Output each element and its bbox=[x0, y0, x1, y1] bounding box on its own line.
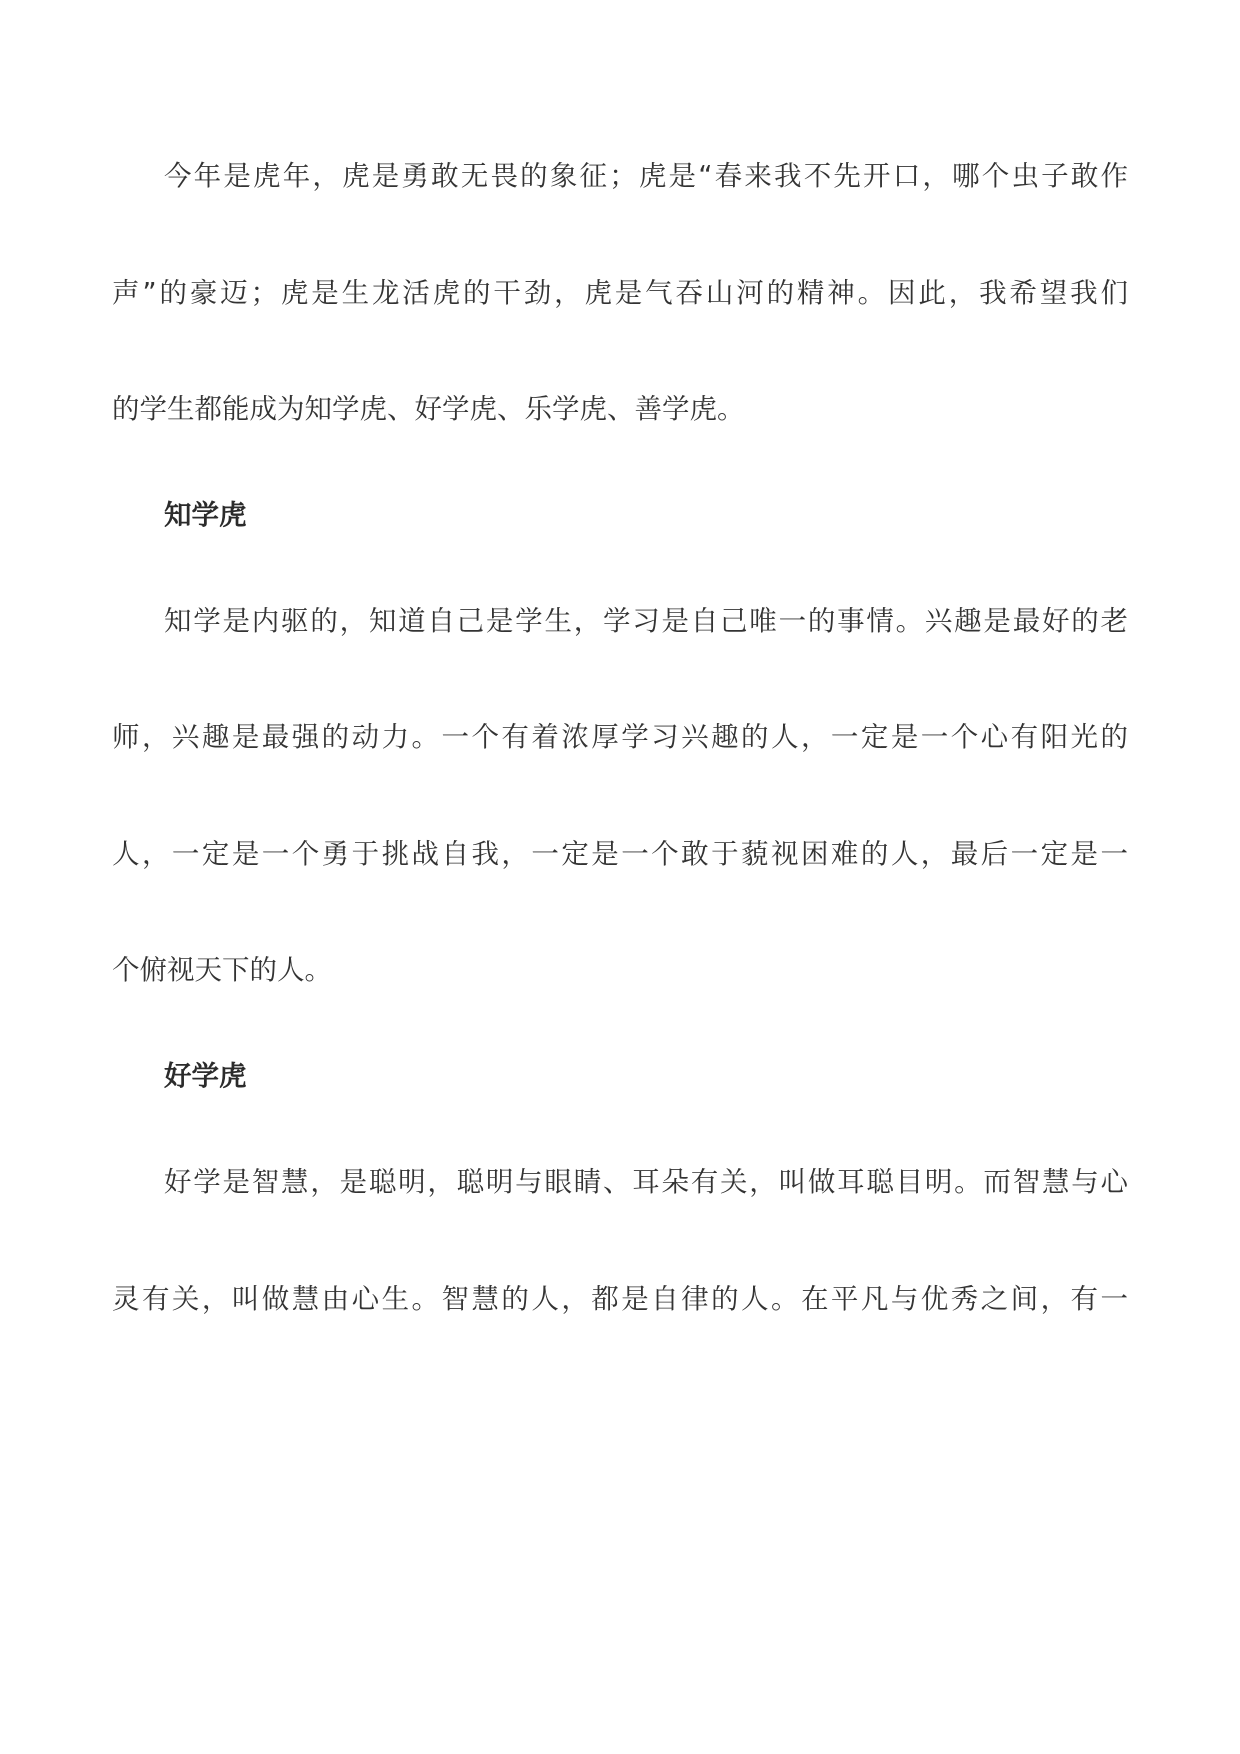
paragraph-1-line-2: 声”的豪迈；虎是生龙活虎的干劲，虎是气吞山河的精神。因此，我希望我们 bbox=[112, 277, 1128, 309]
document-page bbox=[112, 0, 1128, 1754]
paragraph-2-line-3: 人，一定是一个勇于挑战自我，一定是一个敢于藐视困难的人，最后一定是一 bbox=[112, 838, 1128, 870]
paragraph-2-line-2: 师，兴趣是最强的动力。一个有着浓厚学习兴趣的人，一定是一个心有阳光的 bbox=[112, 721, 1128, 753]
paragraph-1-line-1: 今年是虎年，虎是勇敢无畏的象征；虎是“春来我不先开口，哪个虫子敢作 bbox=[164, 160, 1128, 192]
paragraph-1-line-3: 的学生都能成为知学虎、好学虎、乐学虎、善学虎。 bbox=[112, 393, 745, 425]
section-heading-zhixuehu: 知学虎 bbox=[164, 499, 247, 531]
paragraph-3-line-2: 灵有关，叫做慧由心生。智慧的人，都是自律的人。在平凡与优秀之间，有一 bbox=[112, 1283, 1128, 1315]
section-heading-haoxuehu: 好学虎 bbox=[164, 1060, 247, 1092]
paragraph-2-line-4: 个俯视天下的人。 bbox=[112, 954, 332, 986]
paragraph-3-line-1: 好学是智慧，是聪明，聪明与眼睛、耳朵有关，叫做耳聪目明。而智慧与心 bbox=[164, 1166, 1128, 1198]
paragraph-2-line-1: 知学是内驱的，知道自己是学生，学习是自己唯一的事情。兴趣是最好的老 bbox=[164, 605, 1128, 637]
